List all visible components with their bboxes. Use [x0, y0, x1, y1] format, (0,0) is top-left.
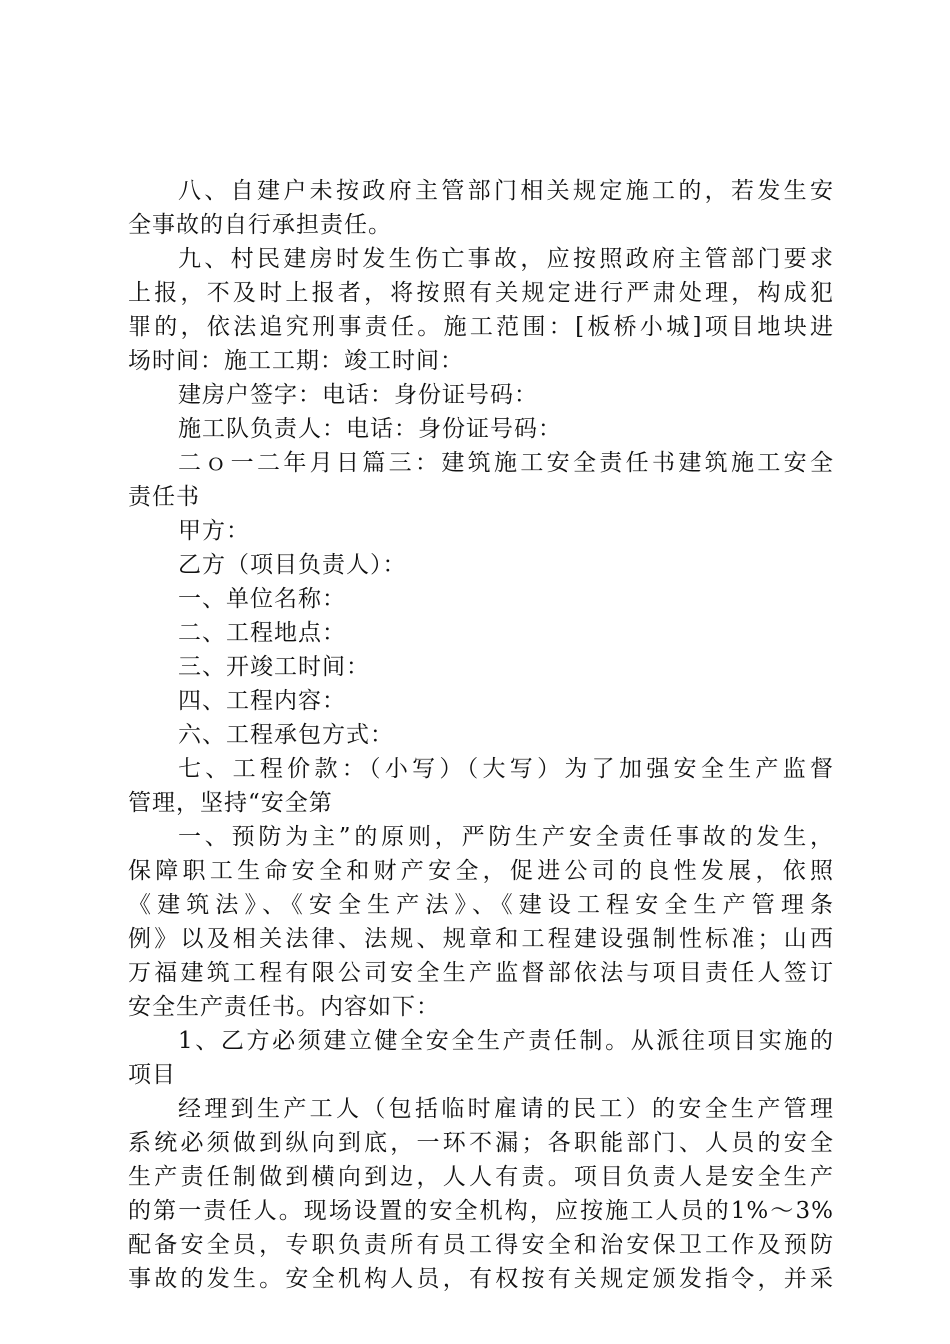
text-line: 建房户签字：电话：身份证号码： — [178, 382, 538, 408]
text-line: 罪的，依法追究刑事责任。施工范围：[板桥小城]项目地块进 — [128, 314, 834, 340]
text-line: 施工队负责人：电话：身份证号码： — [178, 416, 562, 442]
text-line: 1、乙方必须建立健全安全生产责任制。从派往项目实施的 — [178, 1028, 834, 1054]
text-line: 九、村民建房时发生伤亡事故，应按照政府主管部门要求 — [178, 246, 834, 272]
text-line: 六、工程承包方式： — [178, 722, 394, 748]
text-line: 三、开竣工时间： — [178, 654, 370, 680]
text-line: 一、预防为主”的原则，严防生产安全责任事故的发生， — [178, 824, 834, 850]
text-line: 四、工程内容： — [178, 688, 346, 714]
text-line: 例》以及相关法律、法规、规章和工程建设强制性标准；山西 — [128, 926, 834, 952]
text-line: 项目 — [128, 1062, 176, 1088]
text-line: 八、自建户未按政府主管部门相关规定施工的，若发生安 — [178, 178, 834, 204]
text-line: 二、工程地点： — [178, 620, 346, 646]
text-line: 系统必须做到纵向到底，一环不漏；各职能部门、人员的安全 — [128, 1130, 834, 1156]
text-line: 乙方（项目负责人）： — [178, 552, 407, 578]
text-line: 场时间：施工工期：竣工时间： — [128, 348, 464, 374]
text-line: 一、单位名称： — [178, 586, 346, 612]
text-line: 管理，坚持“安全第 — [128, 790, 333, 816]
text-line: 二ｏ一二年月日篇三：建筑施工安全责任书建筑施工安全 — [178, 450, 834, 476]
text-line: 责任书 — [128, 484, 200, 510]
text-line: 安全生产责任书。内容如下： — [128, 994, 440, 1020]
text-line: 七、工程价款：（小写）（大写）为了加强安全生产监督 — [178, 756, 834, 782]
text-line: 配备安全员，专职负责所有员工得安全和治安保卫工作及预防 — [128, 1232, 834, 1258]
text-line: 保障职工生命安全和财产安全，促进公司的良性发展，依照 — [128, 858, 834, 884]
text-line: 的第一责任人。现场设置的安全机构，应按施工人员的1%～3% — [128, 1198, 834, 1224]
text-line: 《建筑法》、《安全生产法》、《建设工程安全生产管理条 — [128, 892, 834, 918]
text-line: 万福建筑工程有限公司安全生产监督部依法与项目责任人签订 — [128, 960, 834, 986]
text-line: 上报，不及时上报者，将按照有关规定进行严肃处理，构成犯 — [128, 280, 834, 306]
text-line: 事故的发生。安全机构人员，有权按有关规定颁发指令，并采 — [128, 1266, 834, 1292]
text-line: 生产责任制做到横向到边，人人有责。项目负责人是安全生产 — [128, 1164, 834, 1190]
text-line: 全事故的自行承担责任。 — [128, 212, 392, 238]
text-line: 甲方： — [178, 518, 250, 544]
text-line: 经理到生产工人（包括临时雇请的民工）的安全生产管理 — [178, 1096, 834, 1122]
